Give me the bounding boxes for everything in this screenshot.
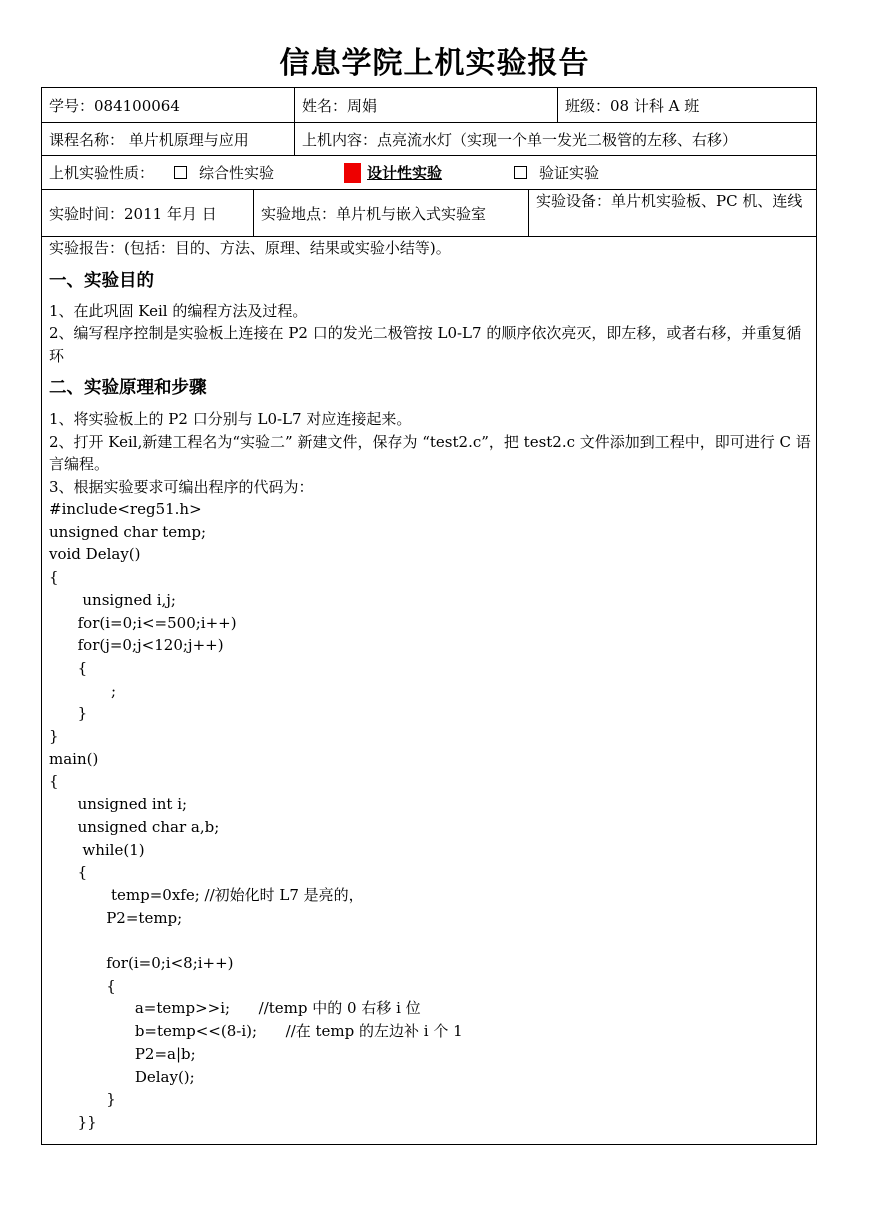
purpose-item-1: 1、在此巩固 Keil 的编程方法及过程。 <box>49 301 308 320</box>
student-id: 学号：084100064 <box>49 96 180 115</box>
class-name: 班级：08 计科 A 班 <box>565 96 700 115</box>
code-line: ; <box>49 681 117 700</box>
code-line: } <box>49 727 59 746</box>
row-student-info <box>42 88 816 123</box>
page-title: 信息学院上机实验报告 <box>279 46 590 81</box>
code-line: for(i=0;i<8;i++) <box>49 954 234 973</box>
code-line: } <box>49 704 88 723</box>
checkbox-verification[interactable] <box>514 166 527 179</box>
code-line: #include<reg51.h> <box>49 500 202 518</box>
code-line: { <box>49 863 88 882</box>
name-cell <box>294 88 557 122</box>
code-line: unsigned char temp; <box>49 522 207 541</box>
option-verification: 验证实验 <box>539 164 600 182</box>
time-cell <box>42 190 253 236</box>
code-line <box>49 929 811 952</box>
purpose-item-2: 2、编写程序控制是实验板上连接在 P2 口的发光二极管按 L0-L7 的顺序依次亮灭，即左移，或者右移，并重复循环 <box>49 324 802 365</box>
experiment-place: 实验地点：单片机与嵌入式实验室 <box>261 204 487 223</box>
code-line: a=temp>>i; //temp 中的 0 右移 i 位 <box>49 999 421 1018</box>
code-line: { <box>49 568 59 587</box>
place-cell <box>253 190 528 236</box>
option-design: 设计性实验 <box>367 164 443 182</box>
code-line: b=temp<<(8-i); //在 temp 的左边补 i 个 1 <box>49 1022 463 1041</box>
nature-cell <box>42 156 816 189</box>
heading-purpose: 一、实验目的 <box>49 270 154 291</box>
code-line: { <box>49 976 116 995</box>
experiment-equipment: 实验设备：单片机实验板、PC 机、连线 <box>536 192 803 210</box>
code-block <box>49 498 811 1134</box>
class-cell <box>557 88 816 122</box>
report-body <box>49 240 811 1134</box>
code-line: void Delay() <box>49 545 141 564</box>
code-line: for(i=0;i<=500;i++) <box>49 613 237 632</box>
experiment-time: 实验时间：2011 年月 日 <box>49 204 217 223</box>
row-course-info <box>42 123 816 156</box>
step-item-1: 1、将实验板上的 P2 口分别与 L0-L7 对应连接起来。 <box>49 410 412 428</box>
option-comprehensive: 综合性实验 <box>199 164 275 182</box>
checkbox-comprehensive[interactable] <box>174 166 187 179</box>
code-line: while(1) <box>49 840 145 859</box>
step-item-2: 2、打开 Keil,新建工程名为“实验二” 新建文件，保存为 “test2.c”，把 test2.c 文件添加到工程中，即可进行 C 语言编程。 <box>49 432 811 473</box>
content-cell <box>294 123 816 155</box>
code-line: main() <box>49 749 99 768</box>
code-line: { <box>49 658 88 677</box>
heading-principle: 二、实验原理和步骤 <box>49 378 207 398</box>
step-item-3: 3、根据实验要求可编出程序的代码为： <box>49 477 314 496</box>
code-line: temp=0xfe; //初始化时 L7 是亮的， <box>49 885 364 904</box>
code-line: P2=temp; <box>49 908 183 927</box>
code-line: }} <box>49 1112 97 1131</box>
nature-label: 上机实验性质： <box>49 164 155 182</box>
student-id-cell <box>42 88 294 122</box>
equipment-cell <box>528 190 816 236</box>
code-line: { <box>49 772 59 791</box>
code-line: Delay(); <box>49 1067 195 1086</box>
student-name: 姓名：周娟 <box>302 96 378 115</box>
code-line: unsigned char a,b; <box>49 817 220 836</box>
code-line: P2=a|b; <box>49 1044 196 1063</box>
course-cell <box>42 123 294 155</box>
course-name: 课程名称： 单片机原理与应用 <box>49 130 249 149</box>
row-time-place <box>42 190 816 237</box>
report-intro: 实验报告：(包括：目的、方法、原理、结果或实验小结等)。 <box>49 239 451 257</box>
selected-mark-icon[interactable] <box>344 163 361 183</box>
code-line: for(j=0;j<120;j++) <box>49 636 224 655</box>
code-line: unsigned i,j; <box>49 590 176 609</box>
row-experiment-nature <box>42 156 816 190</box>
code-line: unsigned int i; <box>49 795 188 814</box>
report-table <box>41 87 817 1145</box>
code-line: } <box>49 1090 116 1109</box>
experiment-content: 上机内容：点亮流水灯（实现一个单一发光二极管的左移、右移） <box>302 130 738 149</box>
